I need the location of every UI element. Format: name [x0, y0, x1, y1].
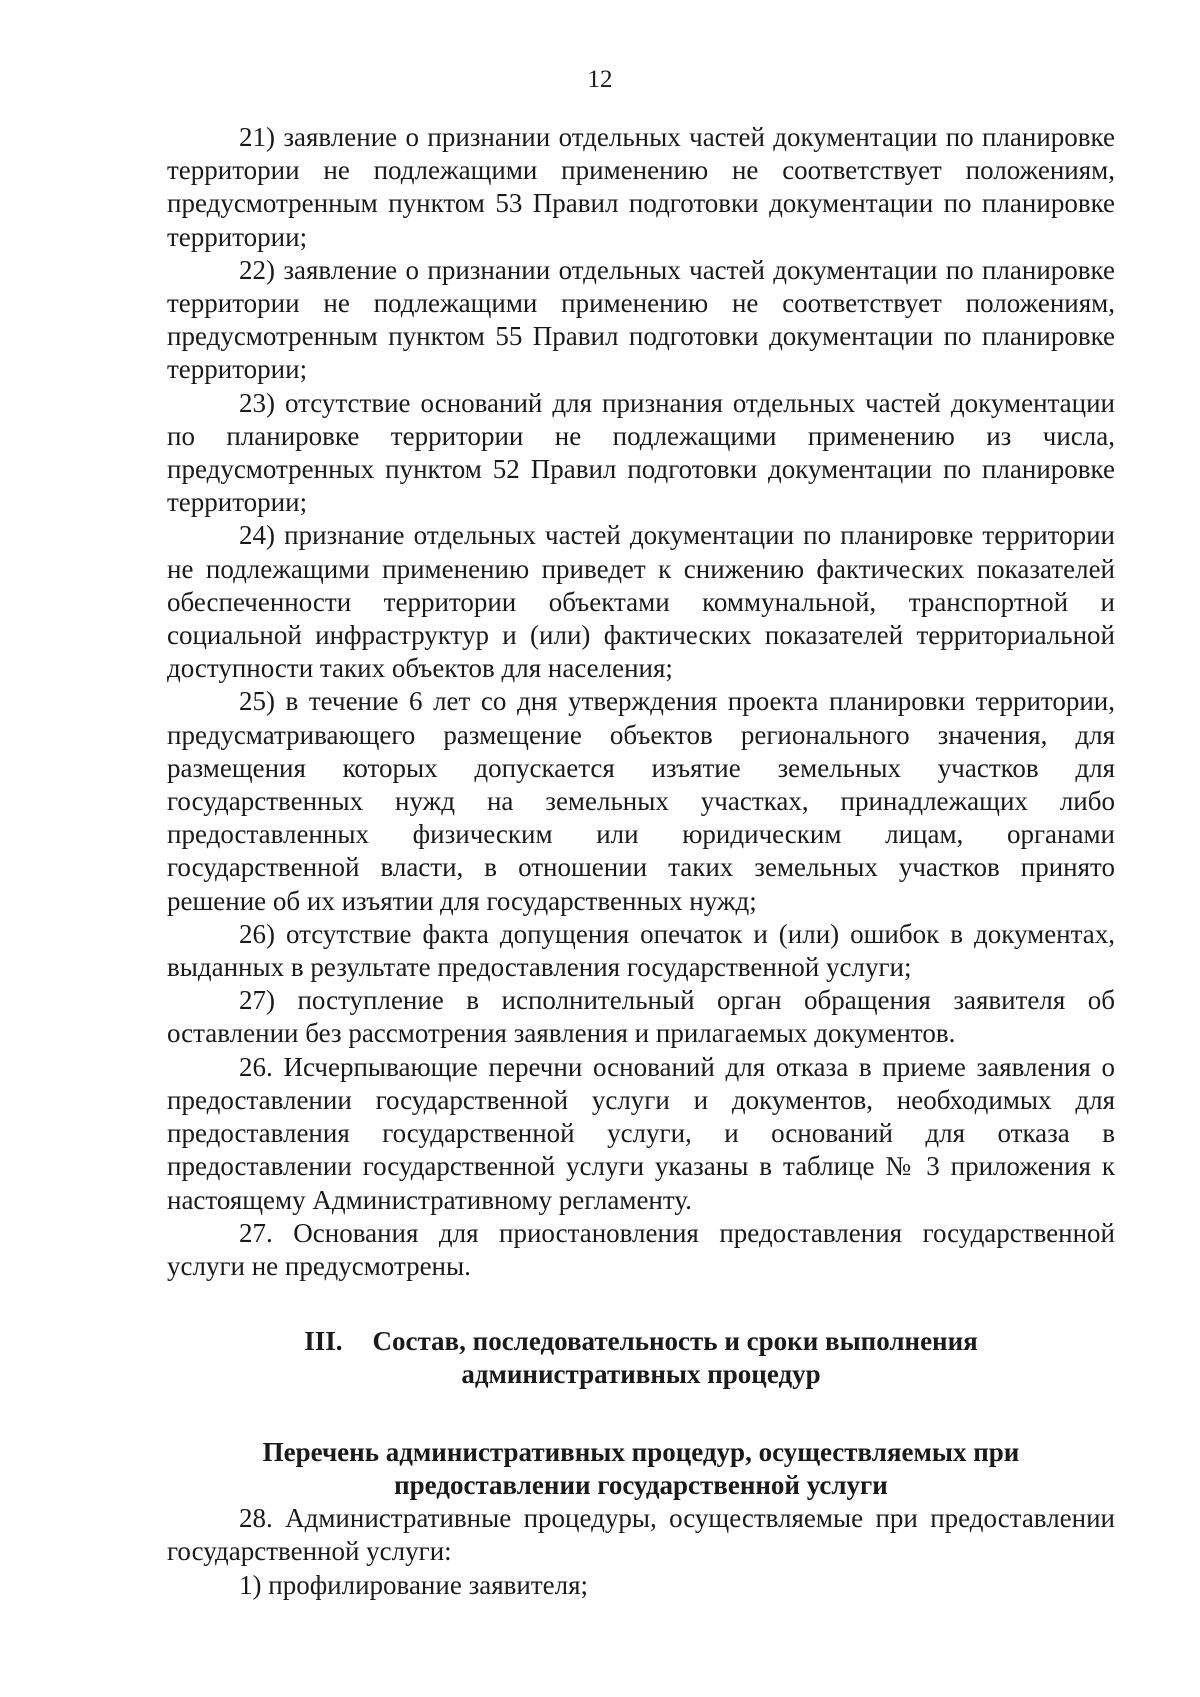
spacer	[167, 1391, 1115, 1436]
page-number: 12	[587, 66, 613, 93]
section-heading	[167, 1325, 1115, 1391]
subsection-title-line-2: предоставлении государственной услуги	[394, 1470, 888, 1501]
paragraph-item-21: 21) заявление о признании отдельных частей документации по планировке территории не подлежащими применению не соответствует положениям, предусмотренным пунктом 53 Правил подготовки документации по планировке территории;	[167, 122, 1115, 252]
paragraph-clause-27: 27. Основания для приостановления предоставления государственной услуги не предусмотрены.	[167, 1217, 1115, 1281]
subsection-heading	[167, 1436, 1115, 1502]
spacer	[167, 1283, 1115, 1325]
paragraph-item-23: 23) отсутствие оснований для признания отдельных частей документации по планировке территории не подлежащими применению из числа, предусмотренных пунктом 52 Правил подготовки документации по планировке территории;	[167, 387, 1115, 518]
paragraph-subitem-1: 1) профилирование заявителя;	[239, 1569, 589, 1600]
section-title-line-1: Состав, последовательность и сроки выполнения	[372, 1326, 978, 1357]
paragraph-item-26: 26) отсутствие факта допущения опечаток и (или) ошибок в документах, выданных в результате предоставления государственной услуги;	[167, 918, 1115, 983]
paragraph-clause-26: 26. Исчерпывающие перечни оснований для отказа в приеме заявления о предоставлении государственной услуги и документов, необходимых для предоставления государственной услуги, и оснований для отказа в предоставлении государственной услуги указаны в таблице № 3 приложения к настоящему Административному регламенту.	[167, 1051, 1115, 1215]
section-title-line-2: административных процедур	[461, 1359, 821, 1390]
document-body	[167, 121, 1115, 1602]
subsection-title-line-1: Перечень административных процедур, осуществляемых при	[262, 1437, 1020, 1468]
paragraph-item-27: 27) поступление в исполнительный орган обращения заявителя об оставлении без рассмотрения заявления и прилагаемых документов.	[167, 985, 1115, 1049]
paragraph-item-25: 25) в течение 6 лет со дня утверждения проекта планировки территории, предусматривающего размещение объектов регионального значения, для размещения которых допускается изъятие земельных участков для государственных нужд на земельных участках, принадлежащих либо предоставленных физическим или юридическим лицам, органами государственной власти, в отношении таких земельных участков принято решение об их изъятии для государственных нужд;	[167, 686, 1115, 916]
section-roman-numeral: III.	[304, 1326, 343, 1357]
paragraph-item-24: 24) признание отдельных частей документации по планировке территории не подлежащими применению приведет к снижению фактических показателей обеспеченности территории объектами коммунальной, транспортной и социальной инфраструктур и (или) фактических показателей территориальной доступности таких объектов для населения;	[167, 520, 1115, 684]
paragraph-item-22: 22) заявление о признании отдельных частей документации по планировке территории не подлежащими применению не соответствует положениям, предусмотренным пунктом 55 Правил подготовки документации по планировке территории;	[167, 254, 1115, 385]
section-heading-line-1	[167, 1325, 1115, 1358]
paragraph-clause-28: 28. Административные процедуры, осуществляемые при предоставлении государственной услуги:	[167, 1503, 1115, 1567]
